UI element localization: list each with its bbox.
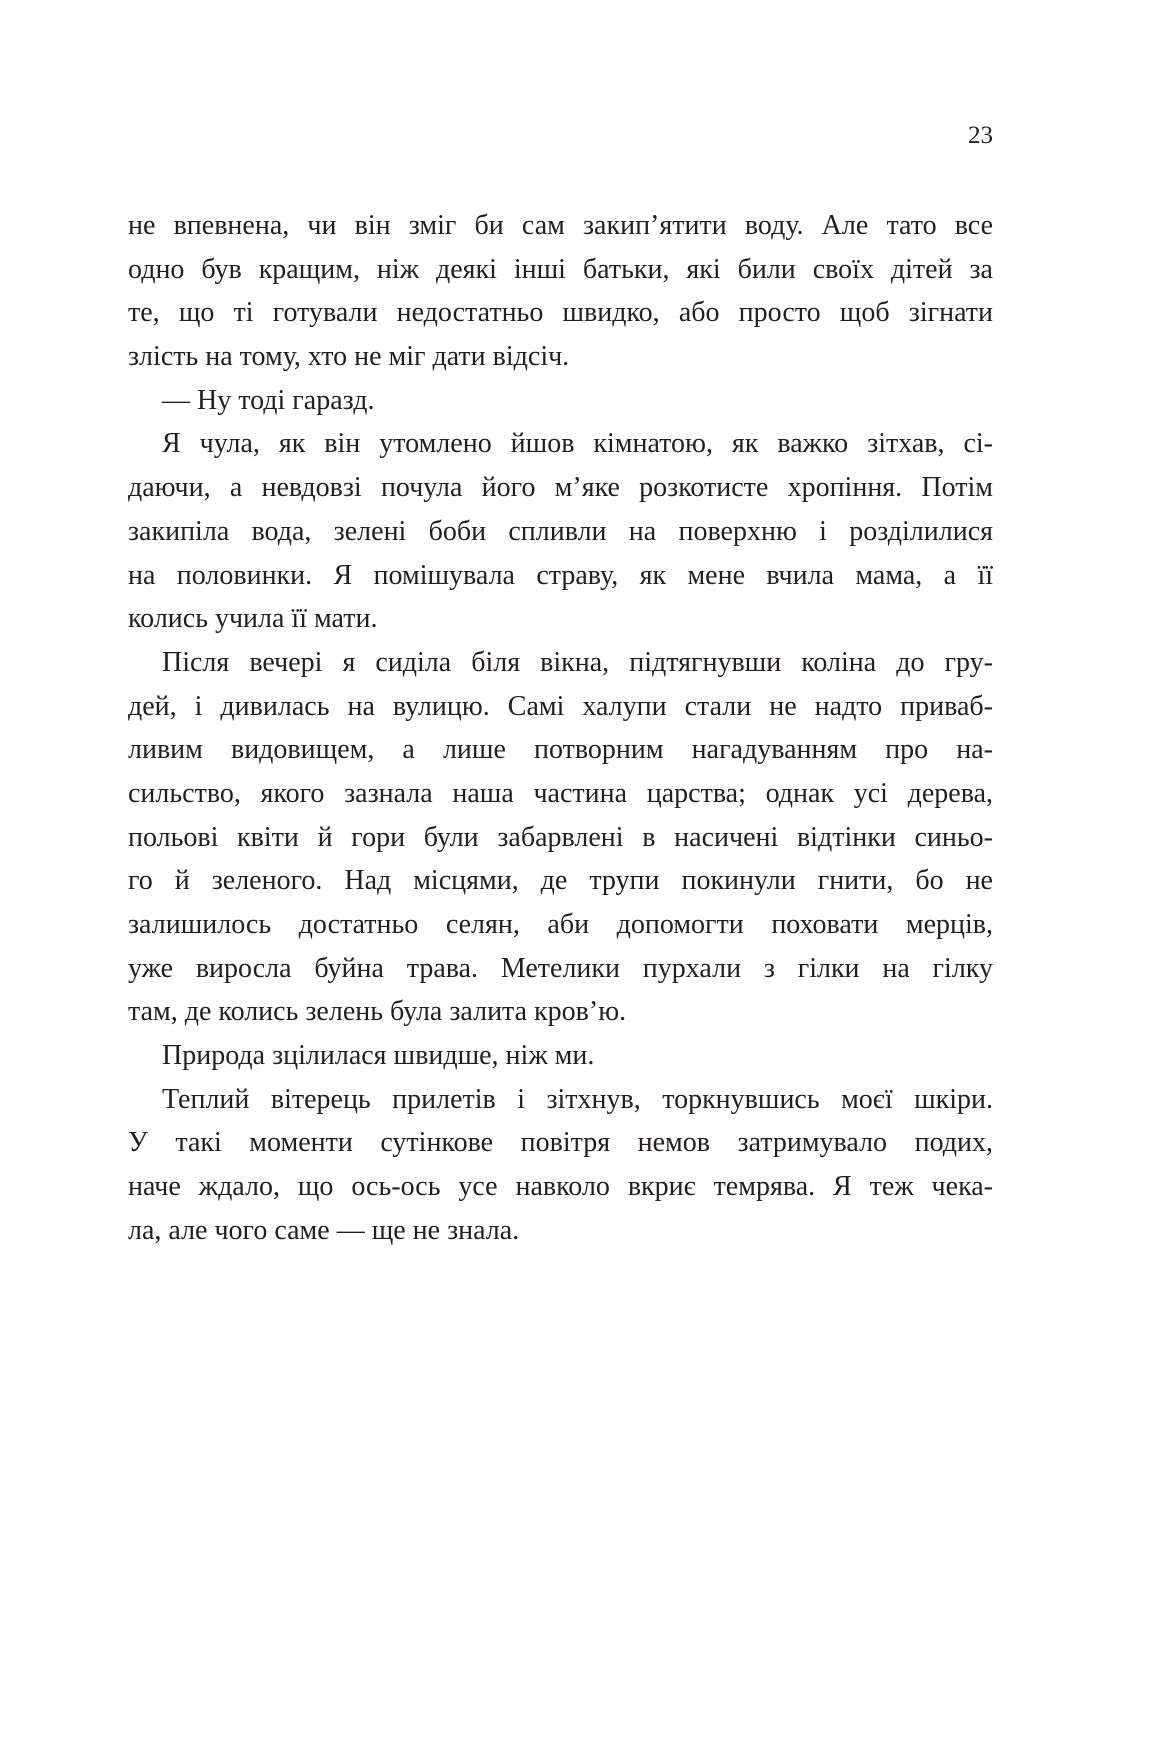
text-line: на половинки. Я помішувала страву, як мене вчила мама, а її [128,559,993,591]
text-line: Я чула, як він утомлено йшов кімнатою, як важко зітхав, сі- [162,428,993,460]
paragraph [128,641,993,1034]
paragraph [128,422,993,640]
text-line: — Ну тоді гаразд. [162,384,375,416]
text-line: те, що ті готували недостатньо швидко, або просто щоб зігнати [128,297,993,329]
text-line: сильство, якого зазнала наша частина царства; однак усі дерева, [128,777,993,809]
text-line: Після вечері я сиділа біля вікна, підтягнувши коліна до гру- [162,646,993,678]
text-line: наче ждало, що ось-ось усе навколо вкриє темрява. Я теж чека- [128,1171,993,1203]
text-line: там, де колись зелень була залита кров’ю. [128,996,627,1028]
body-text [128,204,993,1253]
text-line: го й зеленого. Над місцями, де трупи покинули гнити, бо не [128,865,993,897]
text-line: не впевнена, чи він зміг би сам закип’ятити воду. Але тато все [128,210,993,241]
text-line: злість на тому, хто не міг дати відсіч. [128,341,570,373]
page-number: 23 [968,122,993,149]
text-line: дей, і дивилась на вулицю. Самі халупи стали не надто приваб- [128,690,993,722]
text-line: Природа зцілилася швидше, ніж ми. [162,1040,595,1072]
text-line: Теплий вітерець прилетів і зітхнув, торкнувшись моєї шкіри. [162,1083,993,1115]
paragraph [128,204,993,379]
paragraph [128,1078,993,1253]
text-line: У такі моменти сутінкове повітря немов затримувало подих, [128,1127,993,1159]
text-line: уже виросла буйна трава. Метелики пурхали з гілки на гілку [128,952,993,984]
text-line: ла, але чого саме — ще не знала. [128,1214,520,1246]
text-line: залишилось достатньо селян, аби допомогти поховати мерців, [128,909,993,940]
text-line: польові квіти й гори були забарвлені в насичені відтінки синьо- [128,821,993,853]
text-line: одно був кращим, ніж деякі інші батьки, які били своїх дітей за [128,253,993,285]
text-line: колись учила її мати. [128,603,378,635]
text-line: даючи, а невдовзі почула його м’яке розкотисте хропіння. Потім [128,472,993,504]
text-line: ливим видовищем, а лише потворним нагадуванням про на- [128,734,993,766]
paragraph [128,379,993,423]
paragraph [128,1034,993,1078]
text-line: закипіла вода, зелені боби спливли на поверхню і розділилися [128,515,993,547]
